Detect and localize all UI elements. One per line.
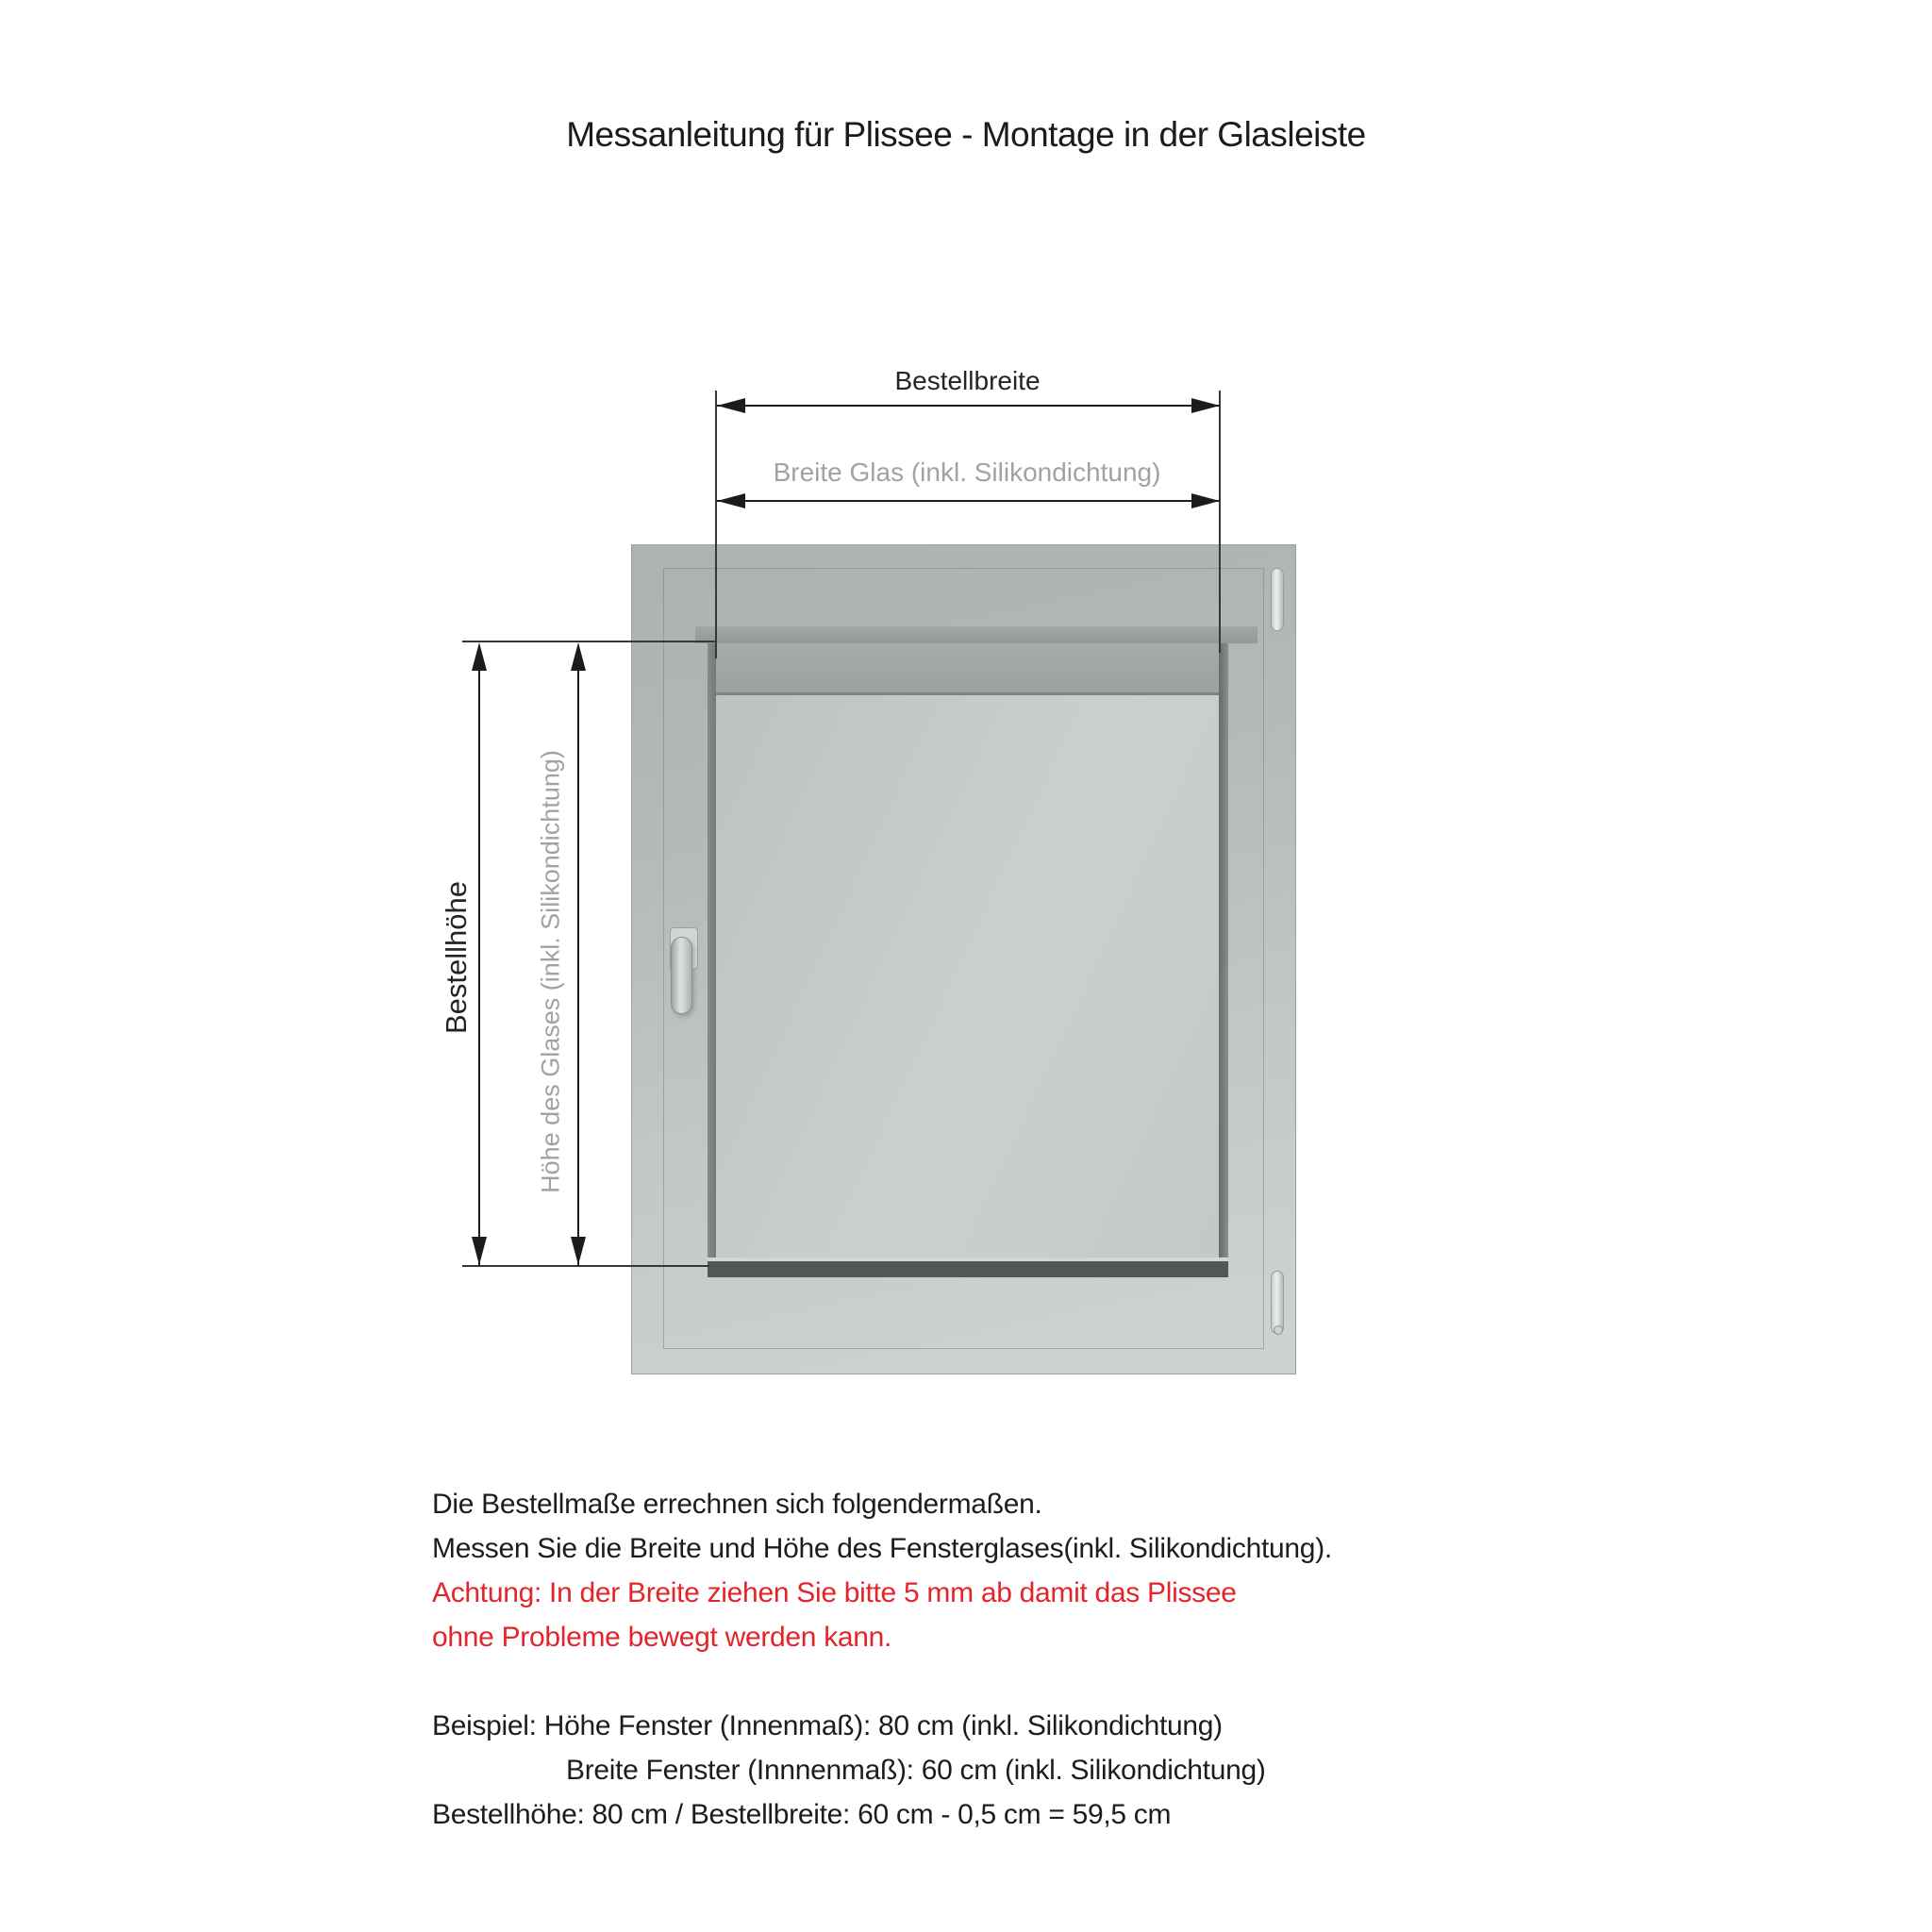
instruction-line-1: Die Bestellmaße errechnen sich folgendermaßen. [432, 1489, 1042, 1520]
extension-line-top [462, 641, 715, 642]
order-height-label: Bestellhöhe [440, 880, 473, 1035]
window-glass [716, 695, 1219, 1258]
example-line-2: Breite Fenster (Innnenmaß): 60 cm (inkl. Silikondichtung) [566, 1755, 1266, 1786]
glass-width-dimension-line [717, 500, 1220, 502]
arrowhead-down-icon [571, 1237, 586, 1265]
glazing-bead-top-shadow [695, 626, 1257, 643]
page-title: Messanleitung für Plissee - Montage in der Glasleiste [566, 115, 1366, 154]
window-hinge-top [1271, 568, 1284, 631]
instructions-block [432, 1482, 1545, 1837]
arrowhead-right-icon [1191, 398, 1220, 413]
instruction-line-2: Messen Sie die Breite und Höhe des Fensterglases(inkl. Silikondichtung). [432, 1533, 1332, 1564]
arrowhead-left-icon [717, 493, 745, 508]
hinge-pin [1274, 1325, 1283, 1335]
window-hinge-bottom [1271, 1271, 1284, 1334]
arrowhead-down-icon [472, 1237, 487, 1265]
warning-line-1: Achtung: In der Breite ziehen Sie bitte 5 mm ab damit das Plissee [432, 1577, 1237, 1608]
order-width-label: Bestellbreite [894, 366, 1041, 395]
extension-line-bottom [462, 1265, 709, 1267]
glazing-bead-bottom [708, 1257, 1228, 1277]
arrowhead-up-icon [571, 642, 586, 671]
glass-width-label: Breite Glas (inkl. Silikondichtung) [773, 458, 1161, 487]
order-height-dimension-line [478, 645, 480, 1266]
order-width-dimension-line [717, 405, 1220, 407]
window-handle [671, 937, 692, 1014]
arrowhead-left-icon [717, 398, 745, 413]
glazing-bead-left [708, 643, 716, 1277]
glazing-bead-top [709, 643, 1228, 695]
glass-height-label: Höhe des Glases (inkl. Silikondichtung) [536, 750, 565, 1193]
glazing-bead-right [1219, 643, 1228, 1277]
example-line-3: Bestellhöhe: 80 cm / Bestellbreite: 60 cm - 0,5 cm = 59,5 cm [432, 1799, 1172, 1830]
extension-line-left [715, 391, 717, 658]
arrowhead-up-icon [472, 642, 487, 671]
glass-height-dimension-line [577, 645, 579, 1266]
extension-line-right [1219, 391, 1221, 653]
arrowhead-right-icon [1191, 493, 1220, 508]
warning-line-2: ohne Probleme bewegt werden kann. [432, 1622, 892, 1653]
example-line-1: Beispiel: Höhe Fenster (Innenmaß): 80 cm (inkl. Silikondichtung) [432, 1710, 1223, 1741]
example-block [432, 1704, 1545, 1837]
